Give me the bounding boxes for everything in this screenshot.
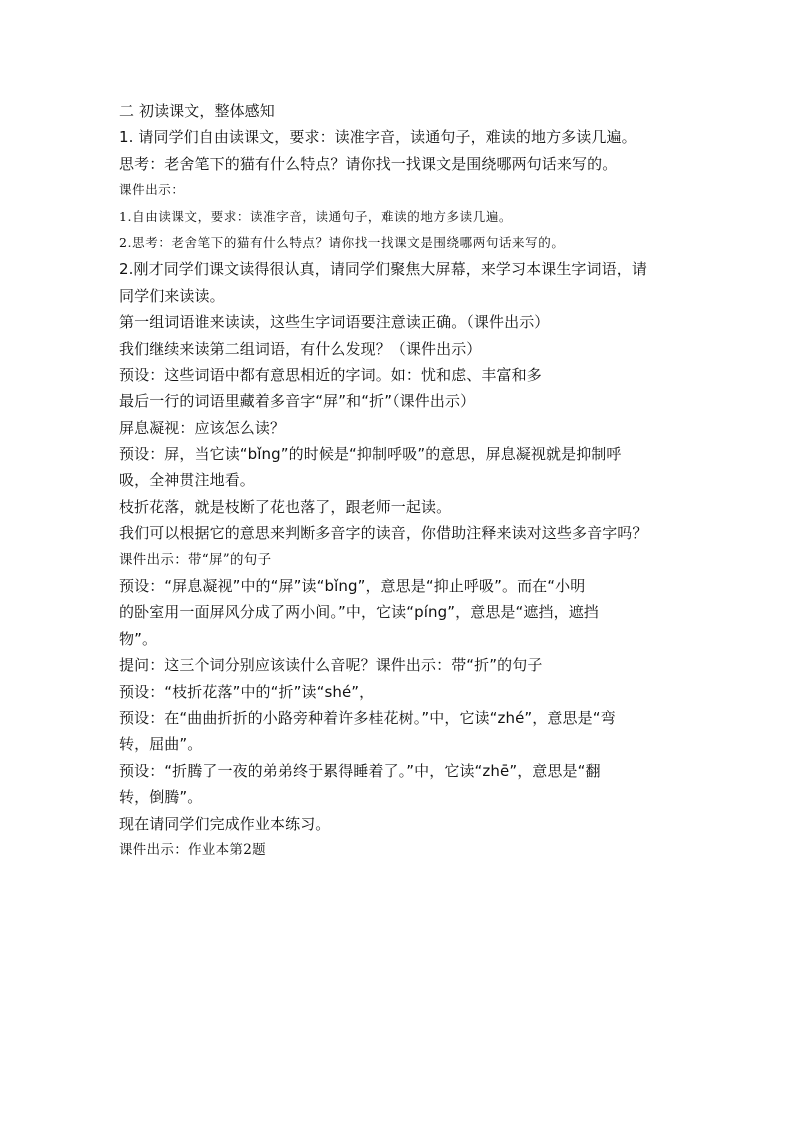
- text-line: 最后一行的词语里藏着多音字“屏”和“折”（课件出示）: [119, 392, 476, 411]
- slide-label: 课件出示：带“屏”的句子: [119, 551, 272, 568]
- document-body: [119, 98, 679, 863]
- text-line: 的卧室用一面屏风分成了两小间。”中，它读“píng”，意思是“遮挡，遮挡: [119, 603, 599, 622]
- text-line: 吸，全神贯注地看。: [119, 471, 255, 490]
- text-line: 转，倒腾”。: [119, 788, 203, 807]
- text-line: 预设：“折腾了一夜的弟弟终于累得睡着了。”中，它读“zhē”，意思是“翻: [119, 761, 601, 780]
- slide-item: 1.自由读课文，要求：读准字音，读通句子，难读的地方多读几遍。: [119, 208, 513, 224]
- section-heading: 二 初读课文，整体感知: [119, 102, 275, 120]
- text-line: 同学们来读读。: [119, 286, 225, 305]
- text-line: 预设：屏，当它读“bǐng”的时候是“抑制呼吸”的意思，屏息凝视就是抑制呼: [119, 445, 622, 464]
- text-line: 2.刚才同学们课文读得很认真，请同学们聚焦大屏幕，来学习本课生字词语，请: [119, 260, 647, 279]
- text-line: 枝折花落，就是枝断了花也落了，跟老师一起读。: [119, 497, 452, 516]
- text-line: 转，屈曲”。: [119, 735, 203, 754]
- slide-item: 2.思考：老舍笔下的猫有什么特点？请你找一找课文是围绕哪两句话来写的。: [119, 234, 565, 250]
- text-line: 预设：在“曲曲折折的小路旁种着许多桂花树。”中，它读“zhé”，意思是“弯: [119, 708, 616, 727]
- text-line: 我们继续来读第二组词语，有什么发现？（课件出示）: [119, 339, 482, 358]
- text-line: 物”。: [119, 629, 158, 648]
- slide-label: 课件出示：作业本第2题: [119, 841, 266, 858]
- text-line: 屏息凝视：应该怎么读？: [119, 418, 286, 437]
- text-line: 思考：老舍笔下的猫有什么特点？请你找一找课文是围绕哪两句话来写的。: [119, 154, 618, 173]
- text-line: 第一组词语谁来读读，这些生字词语要注意读正确。（课件出示）: [119, 313, 550, 332]
- text-line: 提问：这三个词分别应该读什么音呢？课件出示：带“折”的句子: [119, 656, 543, 675]
- text-line: 1. 请同学们自由读课文，要求：读准字音，读通句子，难读的地方多读几遍。: [119, 128, 637, 147]
- text-line: 现在请同学们完成作业本练习。: [119, 814, 331, 833]
- text-line: 预设：这些词语中都有意思相近的字词。如：忧和虑、丰富和多: [119, 365, 542, 384]
- text-line: 预设：“枝折花落”中的“折”读“shé”，: [119, 682, 375, 701]
- text-line: 预设：“屏息凝视”中的“屏”读“bǐng”，意思是“抑止呼吸”。而在“小明: [119, 577, 586, 596]
- slide-label: 课件出示：: [119, 182, 185, 198]
- text-line: 我们可以根据它的意思来判断多音字的读音，你借助注释来读对这些多音字吗？: [119, 524, 648, 543]
